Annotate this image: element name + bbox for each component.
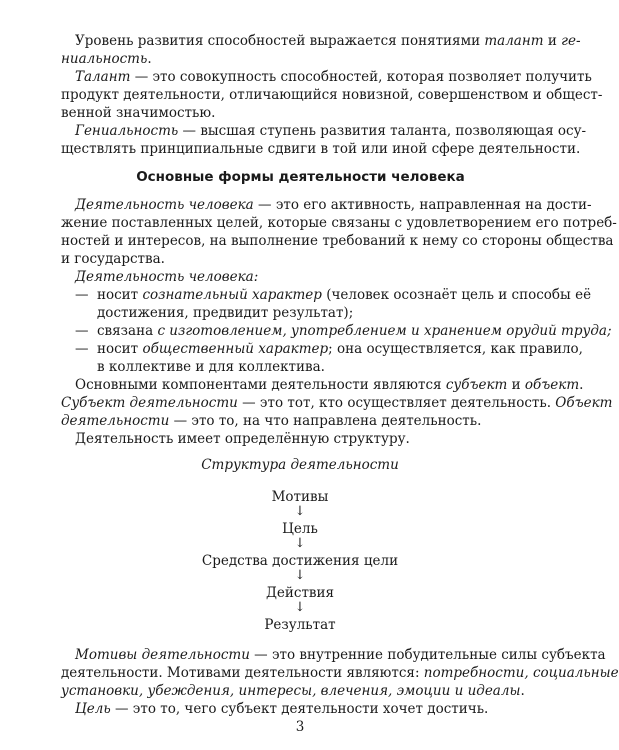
- term-list: потребности, социальные: [423, 665, 619, 681]
- text: носит: [97, 341, 143, 357]
- list-item: [75, 340, 583, 358]
- text-line: Деятельность имеет определённую структуру.: [75, 431, 410, 447]
- text: .: [579, 377, 584, 393]
- text-line: продукт деятельности, отличающийся новизной, совершенством и общест-: [61, 87, 603, 103]
- list-item-continuation: [75, 358, 545, 376]
- dash-bullet: —: [75, 323, 89, 339]
- list-item-continuation: [75, 304, 545, 322]
- term: с изготовлением, употреблением и хранением орудий труда;: [157, 323, 612, 339]
- diagram-title: Структура деятельности: [201, 457, 399, 473]
- down-arrow-icon: ↓: [294, 536, 306, 551]
- term-object: объект: [524, 377, 580, 393]
- list-intro: [61, 268, 540, 286]
- text-line: ществлять принципиальные сдвиги в той или иной сфере деятельности.: [61, 141, 581, 157]
- term: общественный характер: [142, 341, 329, 357]
- down-arrow-icon: ↓: [294, 504, 306, 519]
- term-subject: субъект: [445, 377, 508, 393]
- text-line: жение поставленных целей, которые связаны с удовлетворением его потреб-: [61, 215, 617, 231]
- diagram-node-result: Результат: [264, 617, 336, 633]
- down-arrow-icon: ↓: [294, 600, 306, 615]
- text: и: [507, 377, 525, 393]
- text: в коллективе и для коллектива.: [97, 359, 325, 375]
- text: — высшая ступень развития таланта, позволяющая осу-: [178, 123, 587, 139]
- paragraph-goal: [61, 700, 540, 718]
- text: связана: [97, 323, 158, 339]
- term-goal: Цель: [75, 701, 111, 717]
- section-heading: Основные формы деятельности человека: [136, 169, 465, 185]
- term-subject-of-activity: Субъект деятельности: [61, 395, 238, 411]
- list-item: [75, 286, 592, 304]
- term-talent: Талант: [75, 69, 131, 85]
- text: ; она осуществляется, как правило,: [328, 341, 583, 357]
- term-genius: Гениальность: [75, 123, 179, 139]
- text-line: венной значимостью.: [61, 105, 216, 121]
- diagram-node-means: Средства достижения цели: [201, 553, 399, 569]
- text: (человек осознаёт цель и способы её: [321, 287, 592, 303]
- term-genius-part: ге-: [561, 33, 581, 49]
- paragraph-activity-definition: [61, 196, 617, 268]
- term-genius-part: ниальность: [61, 51, 148, 67]
- paragraph-structure: [61, 430, 540, 448]
- dash-bullet: —: [75, 287, 89, 303]
- text: — это тот, кто осуществляет деятельность.: [237, 395, 556, 411]
- text-line: и государства.: [61, 251, 165, 267]
- diagram-node-actions: Действия: [265, 585, 335, 601]
- list-item: [75, 322, 612, 340]
- text: .: [520, 683, 525, 699]
- text: — это то, на что направлена деятельность.: [169, 413, 482, 429]
- term-activity: Деятельность человека:: [75, 269, 259, 285]
- activity-properties-list: [75, 286, 612, 376]
- text: .: [147, 51, 152, 67]
- dash-bullet: —: [75, 341, 89, 357]
- text: и: [543, 33, 562, 49]
- term-list: установки, убеждения, интересы, влечения, эмоции и идеалы: [61, 683, 521, 699]
- paragraph-motives: [61, 646, 619, 700]
- text: носит: [97, 287, 143, 303]
- text: достижения, предвидит результат);: [97, 305, 354, 321]
- down-arrow-icon: ↓: [294, 568, 306, 583]
- term-talent: талант: [484, 33, 544, 49]
- paragraph-talent-definition: [61, 68, 603, 122]
- text: Основными компонентами деятельности являются: [75, 377, 446, 393]
- term-motives: Мотивы деятельности: [75, 647, 250, 663]
- diagram-node-motives: Мотивы: [271, 489, 329, 505]
- text: — это совокупность способностей, которая позволяет получить: [130, 69, 592, 85]
- text: Уровень развития способностей выражается понятиями: [75, 33, 485, 49]
- paragraph-abilities-level: [61, 32, 581, 68]
- text: — это то, чего субъект деятельности хочет достичь.: [110, 701, 489, 717]
- diagram-node-goal: Цель: [282, 521, 318, 537]
- term-object-part: деятельности: [61, 413, 170, 429]
- text-line: ностей и интересов, на выполнение требований к нему со стороны общества: [61, 233, 614, 249]
- term-object-part: Объект: [555, 395, 613, 411]
- text: — это внутренние побудительные силы субъекта: [249, 647, 606, 663]
- paragraph-subject-object: [61, 376, 613, 430]
- term-activity: Деятельность человека: [75, 197, 254, 213]
- text: деятельности. Мотивами деятельности являются:: [61, 665, 424, 681]
- term: сознательный характер: [142, 287, 322, 303]
- page-number: 3: [295, 719, 305, 735]
- paragraph-genius-definition: [61, 122, 587, 158]
- text: — это его активность, направленная на дости-: [253, 197, 592, 213]
